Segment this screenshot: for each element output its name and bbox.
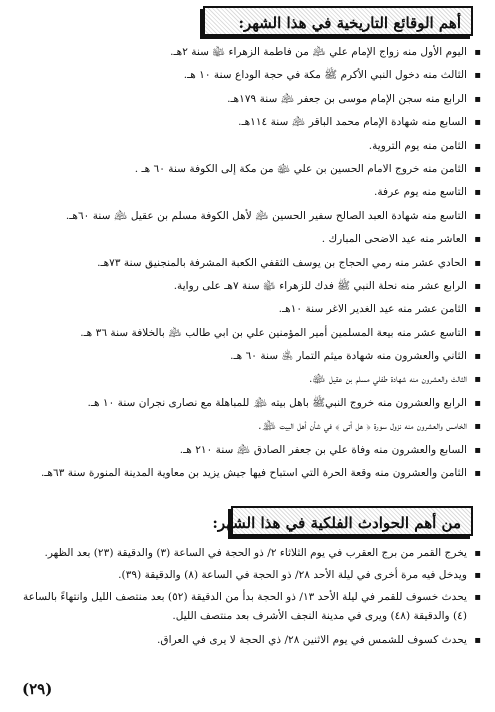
list-item: ▪ العاشر منه عيد الاضحى المبارك .: [11, 228, 481, 251]
list-item: ▪ الخامس والعشرون منه نزول سورة ﴿ هل أتى ﴾ في شأن أهل البيت ﵈.: [11, 415, 481, 438]
list-item: ▪ يخرج القمر من برج العقرب في يوم الثلاثاء ٢/ ذو الحجة في الساعة (٣) والدقيقة (٢٣) بعد الظهر.: [11, 544, 481, 563]
list-item: ▪ التاسع منه شهادة العبد الصالح سفير الحسين ﵇ لأهل الكوفة مسلم بن عقيل ﵇ سنة ٦٠هـ.: [11, 205, 481, 228]
astro-list: [11, 544, 481, 653]
list-item: ▪ الثامن عشر منه عيد الغدير الاغر سنة ١٠هـ.: [11, 298, 481, 321]
list-item: ▪ يحدث خسوف للقمر في ليلة الأحد ١٣/ ذو الحجة بدأ من الدقيقة (٥٢) بعد منتصف الليل وانتهاءً بالساعة (٤) والدقيقة (٤٨) ويرى في مدينة النجف الأشرف بعد منتصف الليل.: [11, 588, 481, 628]
list-item: ▪ الحادي عشر منه رمي الحجاج بن يوسف الثقفي الكعبة المشرفة بالمنجنيق سنة ٧٣هـ.: [11, 252, 481, 275]
list-item: ▪ الثالث منه دخول النبي الأكرم ﷺ مكة في حجة الوداع سنة ١٠ هـ.: [11, 64, 481, 87]
list-item: ▪ الثامن منه يوم التروية.: [11, 135, 481, 158]
list-item: ▪ الثاني والعشرون منه شهادة ميثم التمار ﵁ سنة ٦٠ هـ.: [11, 345, 481, 368]
list-item: ▪ يحدث كسوف للشمس في يوم الاثنين ٢٨/ ذي الحجة لا يرى في العراق.: [11, 631, 481, 650]
list-item: ▪ التاسع عشر منه بيعة المسلمين أمير المؤمنين علي بن ابي طالب ﵇ بالخلافة سنة ٣٦ هـ.: [11, 322, 481, 345]
page-number: (٢٩): [22, 680, 53, 698]
events-list: [11, 41, 481, 485]
list-item: ▪ الرابع منه سجن الإمام موسى بن جعفر ﵇ سنة ١٧٩هـ.: [11, 88, 481, 111]
list-item: ▪ الثالث والعشرون منه شهادة طفلي مسلم بن عقيل ﵉.: [11, 368, 481, 391]
list-item: ▪ الثامن منه خروج الامام الحسين بن علي ﵉ من مكة إلى الكوفة سنة ٦٠ هـ .: [11, 158, 481, 181]
list-item: ▪ الثامن والعشرون منه وقعة الحرة التي استباح فيها جيش يزيد بن معاوية المدينة المنورة سنة ٦٣هـ.: [11, 462, 481, 485]
events-section-title: أهم الوقائع التاريخية في هذا الشهر:: [203, 6, 473, 36]
list-item: ▪ التاسع منه يوم عرفة.: [11, 181, 481, 204]
list-item: ▪ ويدخل فيه مرة أخرى في ليلة الأحد ٢٨/ ذو الحجة في الساعة (٨) والدقيقة (٣٩).: [11, 566, 481, 585]
list-item: ▪ الرابع عشر منه نحلة النبي ﷺ فدك للزهراء ﵍ سنة ٧هـ على رواية.: [11, 275, 481, 298]
list-item: ▪ السابع والعشرون منه وفاة علي بن جعفر الصادق ﵇ سنة ٢١٠ هـ.: [11, 439, 481, 462]
list-item: ▪ السابع منه شهادة الإمام محمد الباقر ﵇ سنة ١١٤هـ.: [11, 111, 481, 134]
list-item: ▪ الرابع والعشرون منه خروج النبيﷺ باهل بيته ﵈ للمباهلة مع نصارى نجران سنة ١٠ هـ.: [11, 392, 481, 415]
astro-section-title: من أهم الحوادث الفلكية في هذا الشهر:: [231, 506, 473, 536]
list-item: ▪ اليوم الأول منه زواج الإمام علي ﵇ من فاطمة الزهراء ﵍ سنة ٢هـ.: [11, 41, 481, 64]
